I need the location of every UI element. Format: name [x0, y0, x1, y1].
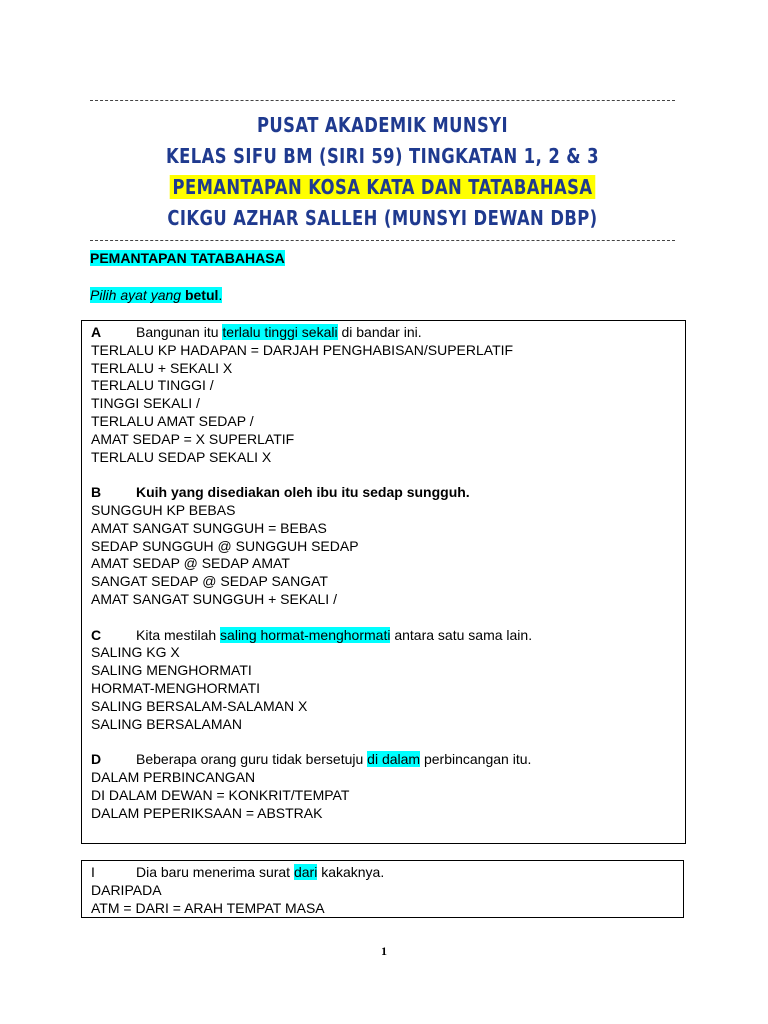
- question-b-note: SUNGGUH KP BEBAS: [91, 501, 236, 518]
- question-b-head: [91, 484, 681, 502]
- question-i-head: [91, 864, 679, 882]
- question-b-note: AMAT SEDAP @ SEDAP AMAT: [91, 555, 290, 572]
- question-d-note: DI DALAM DEWAN = KONKRIT/TEMPAT: [91, 786, 350, 803]
- question-i-highlight: dari: [293, 864, 318, 880]
- instruction-highlight: [90, 287, 222, 303]
- question-c-letter: C: [91, 626, 102, 643]
- question-c-note: SALING MENGHORMATI: [91, 662, 252, 679]
- question-b-note: SEDAP SUNGGUH @ SUNGGUH SEDAP: [91, 537, 359, 554]
- question-d-post: perbincangan itu.: [420, 751, 532, 768]
- instruction-emphasis: betul: [184, 287, 219, 303]
- question-c-note: HORMAT-MENGHORMATI: [91, 679, 261, 696]
- question-i-post: kakaknya.: [317, 864, 385, 880]
- header-line-4: CIKGU AZHAR SALLEH (MUNSYI DEWAN DBP): [167, 206, 598, 230]
- spacer: [91, 466, 681, 484]
- question-i-letter: I: [91, 864, 95, 880]
- question-a-note: TERLALU + SEKALI X: [91, 359, 233, 376]
- question-box-1: [81, 320, 686, 844]
- question-a-pre: Bangunan itu: [136, 324, 223, 340]
- question-i-sentence: [136, 864, 384, 882]
- question-c-highlight: saling hormat-menghormati: [220, 626, 391, 643]
- question-b-note: AMAT SANGAT SUNGGUH + SEKALI /: [91, 590, 337, 607]
- question-d-highlight: di dalam: [367, 751, 421, 768]
- question-a-post: di bandar ini.: [337, 324, 422, 340]
- question-box-2: [81, 860, 684, 918]
- question-i-pre: Dia baru menerima surat: [136, 864, 294, 880]
- section-title-text: PEMANTAPAN TATABAHASA: [90, 250, 285, 266]
- question-b-note: AMAT SANGAT SUNGGUH = BEBAS: [91, 519, 327, 536]
- question-c-note: SALING KG X: [91, 644, 180, 661]
- question-d-head: [91, 751, 681, 769]
- header-line-3-text: PEMANTAPAN KOSA KATA DAN TATABAHASA: [170, 175, 595, 199]
- question-box-1-content: [91, 324, 681, 822]
- question-a-note: TINGGI SEKALI /: [91, 395, 200, 412]
- question-a-letter: A: [91, 324, 102, 340]
- instruction-prefix: Pilih ayat yang: [90, 287, 182, 303]
- spacer: [91, 609, 681, 627]
- document-header: [90, 110, 675, 234]
- question-c-head: [91, 627, 681, 645]
- question-a-note: TERLALU SEDAP SEKALI X: [91, 448, 272, 465]
- bottom-divider: [90, 240, 675, 241]
- page-number: 1: [381, 944, 387, 958]
- question-d-pre: Beberapa orang guru tidak bersetuju: [136, 751, 368, 768]
- question-c-note: SALING BERSALAM-SALAMAN X: [91, 697, 308, 714]
- instruction-suffix: .: [218, 287, 223, 303]
- section-title: [90, 249, 285, 267]
- question-b-note: SANGAT SEDAP @ SEDAP SANGAT: [91, 573, 328, 590]
- question-a-note: TERLALU KP HADAPAN = DARJAH PENGHABISAN/SUPERLATIF: [91, 341, 514, 358]
- question-a-note: AMAT SEDAP = X SUPERLATIF: [91, 430, 295, 447]
- instruction: [90, 286, 222, 304]
- question-box-2-content: [91, 864, 679, 917]
- question-d-note: DALAM PERBINCANGAN: [91, 768, 256, 785]
- question-c-note: SALING BERSALAMAN: [91, 715, 242, 732]
- question-b-letter: B: [91, 484, 102, 501]
- question-a-sentence: [136, 324, 422, 342]
- question-d-note: DALAM PEPERIKSAAN = ABSTRAK: [91, 804, 323, 821]
- question-c-post: antara satu sama lain.: [390, 626, 533, 643]
- header-line-1: PUSAT AKADEMIK MUNSYI: [257, 113, 508, 137]
- question-i-note: DARIPADA: [91, 881, 162, 898]
- spacer: [91, 733, 681, 751]
- header-line-3: [143, 172, 623, 203]
- question-c-sentence: [136, 627, 532, 645]
- question-i-note: ATM = DARI = ARAH TEMPAT MASA: [91, 899, 325, 916]
- question-c-pre: Kita mestilah: [136, 626, 221, 643]
- question-d-sentence: [136, 751, 531, 769]
- question-a-highlight: terlalu tinggi sekali: [222, 324, 338, 340]
- question-b-sentence: Kuih yang disediakan oleh ibu itu sedap sungguh.: [136, 484, 470, 501]
- header-line-2: KELAS SIFU BM (SIRI 59) TINGKATAN 1, 2 & 3: [166, 144, 599, 168]
- question-a-note: TERLALU AMAT SEDAP /: [91, 412, 254, 429]
- question-a-note: TERLALU TINGGI /: [91, 377, 214, 394]
- question-d-letter: D: [91, 751, 102, 768]
- question-a-head: [91, 324, 681, 342]
- top-divider: [90, 100, 675, 101]
